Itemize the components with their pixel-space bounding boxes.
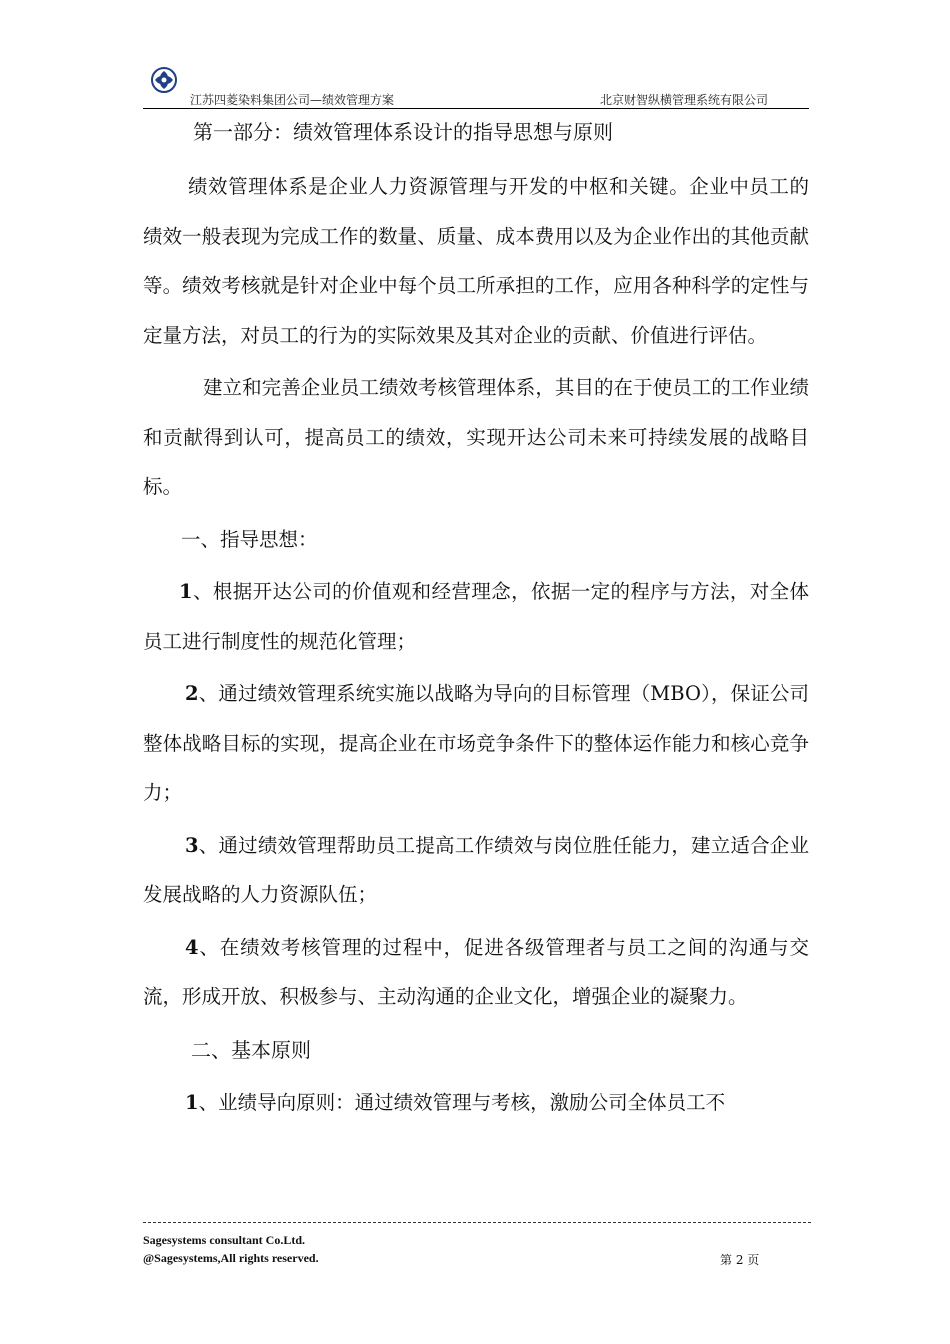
- section-1-heading: 一、指导思想：: [181, 527, 318, 551]
- document-body: [143, 114, 809, 1130]
- company-logo-icon: [150, 66, 178, 94]
- item-number: 4: [185, 935, 199, 959]
- header-right-text: 北京财智纵横管理系统有限公司: [600, 93, 769, 107]
- page-title: 第一部分：绩效管理体系设计的指导思想与原则: [193, 120, 613, 144]
- item-text: 、在绩效考核管理的过程中，促进各级管理者与员工之间的沟通与交流，形成开放、积极参与、主动沟通的企业文化，增强企业的凝聚力。: [143, 935, 809, 1008]
- item-number: 1: [185, 1090, 199, 1114]
- item-text: 、根据开达公司的价值观和经营理念，依据一定的程序与方法，对全体员工进行制度性的规范化管理；: [143, 580, 809, 653]
- intro-paragraph-1: 绩效管理体系是企业人力资源管理与开发的中枢和关键。企业中员工的绩效一般表现为完成工作的数量、质量、成本费用以及为企业作出的其他贡献等。绩效考核就是针对企业中每个员工所承担的工作，应用各种科学的定性与定量方法，对员工的行为的实际效果及其对企业的贡献、价值进行评估。: [143, 175, 809, 347]
- item-text: 、通过绩效管理系统实施以战略为导向的目标管理（MBO），保证公司整体战略目标的实现，提高企业在市场竞争条件下的整体运作能力和核心竞争力；: [143, 682, 809, 804]
- guideline-item-3: [143, 821, 809, 920]
- footer-rights: @Sagesystems,All rights reserved.: [143, 1251, 319, 1265]
- section-2-heading: 二、基本原则: [191, 1037, 311, 1062]
- guideline-item-1: [143, 567, 809, 666]
- item-text: 、通过绩效管理帮助员工提高工作绩效与岗位胜任能力，建立适合企业发展战略的人力资源队伍；: [143, 833, 809, 906]
- item-text: 、业绩导向原则：通过绩效管理与考核，激励公司全体员工不: [198, 1090, 726, 1114]
- intro-paragraph-2: 建立和完善企业员工绩效考核管理体系，其目的在于使员工的工作业绩和贡献得到认可，提高员工的绩效，实现开达公司未来可持续发展的战略目标。: [143, 376, 809, 498]
- guideline-item-2: [143, 669, 809, 818]
- item-number: 3: [185, 833, 199, 857]
- item-number: 1: [179, 580, 193, 603]
- footer-company: Sagesystems consultant Co.Ltd.: [143, 1233, 306, 1247]
- principle-item-1: [143, 1078, 809, 1128]
- item-number: 2: [185, 682, 199, 705]
- page-number: 第 2 页: [720, 1253, 760, 1267]
- footer-divider: [143, 1222, 811, 1223]
- header-divider: [143, 108, 809, 109]
- header-left-text: 江苏四菱染料集团公司—绩效管理方案: [190, 93, 395, 107]
- guideline-item-4: [143, 923, 809, 1022]
